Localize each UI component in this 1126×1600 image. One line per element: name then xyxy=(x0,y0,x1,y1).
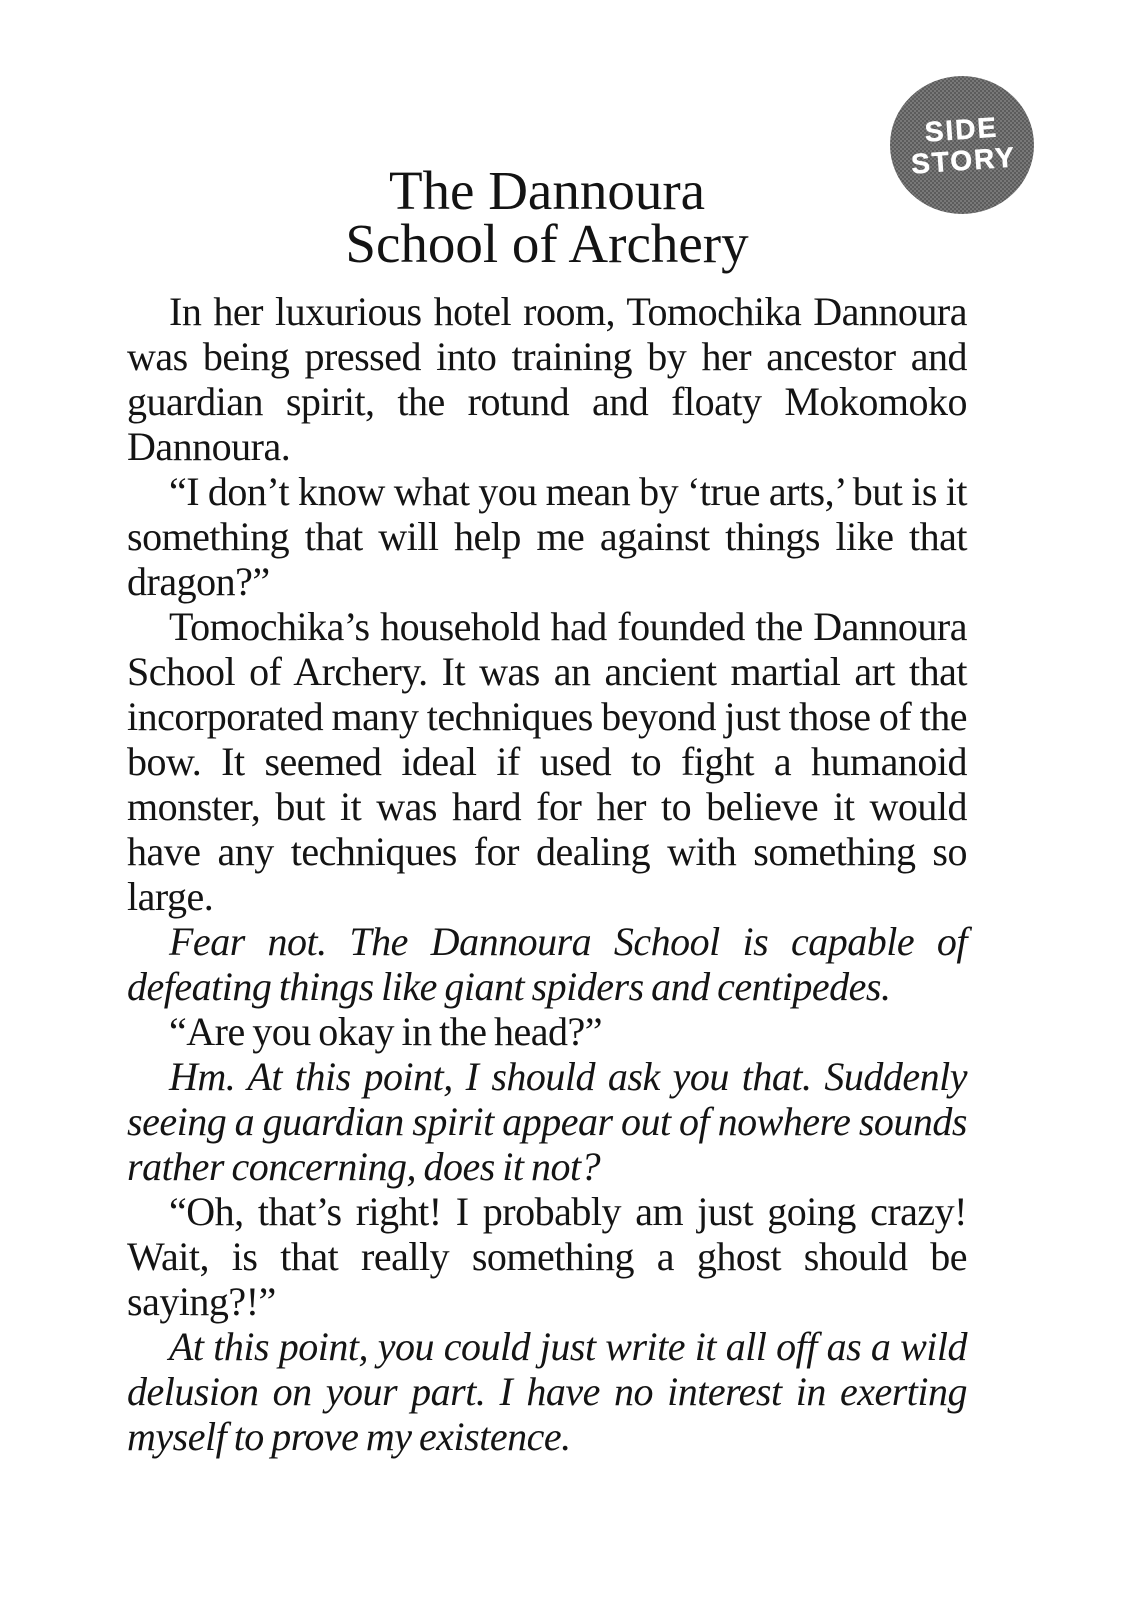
paragraph-3: Tomochika’s household had founded the Dannoura School of Archery. It was an ancient martial art that incorporated many techniques beyond just those of the bow. It seemed ideal if used to fight a humanoid monster, but it was hard for her to believe it would have any techniques for dealing with something so large. xyxy=(127,604,967,919)
story-text xyxy=(127,289,967,1459)
page-title-line-2: School of Archery xyxy=(345,212,749,274)
paragraph-6: Hm. At this point, I should ask you that. Suddenly seeing a guardian spirit appear out of nowhere sounds rather concerning, does it not? xyxy=(127,1054,967,1189)
paragraph-4: Fear not. The Dannoura School is capable of defeating things like giant spiders and centipedes. xyxy=(127,919,967,1009)
paragraph-1: In her luxurious hotel room, Tomochika Dannoura was being pressed into training by her ancestor and guardian spirit, the rotund and floaty Mokomoko Dannoura. xyxy=(127,289,967,469)
paragraph-5: “Are you okay in the head?” xyxy=(169,1009,602,1054)
paragraph-2: “I don’t know what you mean by ‘true arts,’ but is it something that will help me against things like that dragon?” xyxy=(127,469,967,604)
paragraph-7: “Oh, that’s right! I probably am just going crazy! Wait, is that really something a ghost should be saying?!” xyxy=(127,1189,967,1324)
badge-line-2: STORY xyxy=(909,141,1017,180)
page-title xyxy=(127,159,967,274)
paragraph-8: At this point, you could just write it all off as a wild delusion on your part. I have no interest in exerting myself to prove my existence. xyxy=(127,1324,967,1459)
page-title-line-1: The Dannoura xyxy=(388,159,706,221)
badge-line-1: SIDE xyxy=(923,111,999,148)
